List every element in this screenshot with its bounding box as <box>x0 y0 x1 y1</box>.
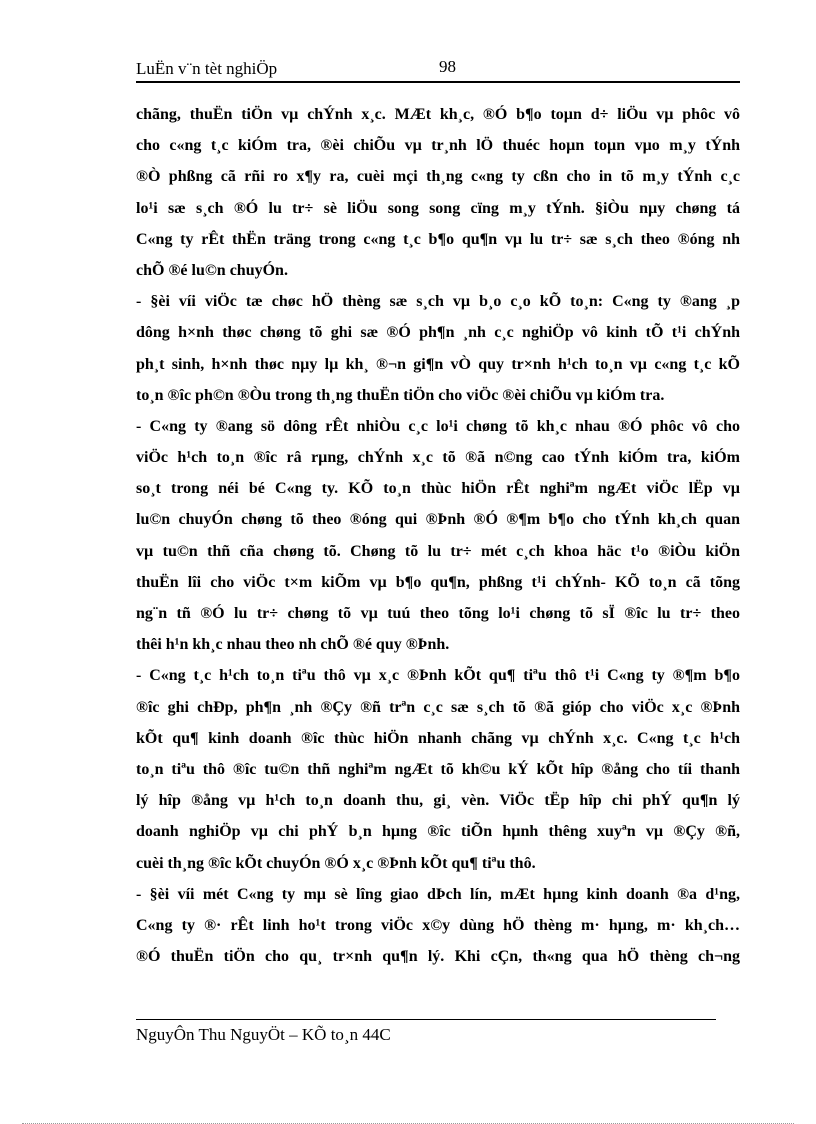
paragraph-line: lu©n chuyÓn chøng tõ theo ®óng qui ®Þnh ®Ó ®¶m b¶o cho tÝnh kh¸ch quan <box>136 511 740 529</box>
paragraph-line: viÖc h¹ch to¸n ®îc râ rµng, chÝnh x¸c tõ ®ã n©ng cao tÝnh kiÓm tra, kiÓm <box>136 449 740 467</box>
paragraph-line: cho c«ng t¸c kiÓm tra, ®èi chiÕu vµ tr¸nh lÖ thuéc hoµn toµn vµo m¸y tÝnh <box>136 137 740 155</box>
paragraph-line: C«ng ty ®· rÊt linh ho¹t trong viÖc x©y dùng hÖ thèng m· hµng, m· kh¸ch… <box>136 916 740 934</box>
page-number: 98 <box>439 57 456 76</box>
paragraph-line: ph¸t sinh, h×nh thøc nµy lµ kh¸ ®¬n gi¶n vÒ quy tr×nh h¹ch to¸n vµ c«ng t¸c kÕ <box>136 355 740 373</box>
header-divider <box>136 81 740 83</box>
paragraph-line: ®Ò phßng cã rñi ro x¶y ra, cuèi mçi th¸ng c«ng ty cßn cho in tõ m¸y tÝnh c¸c <box>136 168 740 186</box>
paragraph-line: to¸n ®îc ph©n ®Òu trong th¸ng thuËn tiÖn cho viÖc ®èi chiÕu vµ kiÓm tra. <box>136 386 665 404</box>
paragraph-line: ®îc ghi chÐp, ph¶n ¸nh ®Çy ®ñ trªn c¸c sæ s¸ch tõ ®ã gióp cho viÖc x¸c ®Þnh <box>136 698 740 716</box>
paragraph-line: C«ng ty rÊt thËn träng trong c«ng t¸c b¶o qu¶n vµ lu tr÷ sæ s¸ch theo ®óng nh <box>136 230 740 248</box>
paragraph-line: chãng, thuËn tiÖn vµ chÝnh x¸c. MÆt kh¸c, ®Ó b¶o toµn d÷ liÖu vµ phôc vô <box>136 106 740 123</box>
paragraph-line: - C«ng ty ®ang sö dông rÊt nhiÒu c¸c lo¹i chøng tõ kh¸c nhau ®Ó phôc vô cho <box>136 417 740 435</box>
paragraph-line: doanh nghiÖp vµ chi phÝ b¸n hµng ®îc tiÕn hµnh thêng xuyªn vµ ®Çy ®ñ, <box>136 823 740 841</box>
paragraph-line: lý hîp ®ång vµ h¹ch to¸n doanh thu, gi¸ vèn. ViÖc tËp hîp chi phÝ qu¶n lý <box>136 792 740 810</box>
paragraph-line: thuËn lîi cho viÖc t×m kiÕm vµ b¶o qu¶n, phßng t¹i chÝnh- KÕ to¸n cã tõng <box>136 573 740 591</box>
paragraph-line: to¸n tiªu thô ®îc tu©n thñ nghiªm ngÆt tõ kh©u kÝ kÕt hîp ®ång cho tíi thanh <box>136 760 740 778</box>
paragraph-line: ®Ó thuËn tiÖn cho qu¸ tr×nh qu¶n lý. Khi cÇn, th«ng qua hÖ thèng ch¬ng <box>136 948 740 966</box>
paragraph-line: kÕt qu¶ kinh doanh ®îc thùc hiÖn nhanh chãng vµ chÝnh x¸c. C«ng t¸c h¹ch <box>136 729 740 747</box>
paragraph-line: - §èi víi viÖc tæ chøc hÖ thèng sæ s¸ch vµ b¸o c¸o kÕ to¸n: C«ng ty ®ang ¸p <box>136 293 740 311</box>
paragraph-line: cuèi th¸ng ®îc kÕt chuyÓn ®Ó x¸c ®Þnh kÕt qu¶ tiªu thô. <box>136 854 536 872</box>
paragraph-line: lo¹i sæ s¸ch ®Ó lu tr÷ sè liÖu song song cïng m¸y tÝnh. §iÒu nµy chøng tá <box>136 199 740 217</box>
body-text <box>136 99 740 972</box>
paragraph-line: vµ tu©n thñ cña chøng tõ. Chøng tõ lu tr÷ mét c¸ch khoa häc t¹o ®iÒu kiÖn <box>136 542 740 560</box>
paragraph-line: ng¨n tñ ®Ó lu tr÷ chøng tõ vµ tuú theo tõng lo¹i chøng tõ sÏ ®îc lu tr÷ theo <box>136 605 740 622</box>
paragraph-line: - C«ng t¸c h¹ch to¸n tiªu thô vµ x¸c ®Þnh kÕt qu¶ tiªu thô t¹i C«ng ty ®¶m b¶o <box>136 667 740 685</box>
paragraph-line: thêi h¹n kh¸c nhau theo nh chÕ ®é quy ®Þnh. <box>136 636 450 654</box>
footer-author: NguyÔn Thu NguyÖt – KÕ to¸n 44C <box>136 1025 391 1044</box>
page-header <box>136 58 740 82</box>
paragraph-line: - §èi víi mét C«ng ty mµ sè lîng giao dÞch lín, mÆt hµng kinh doanh ®a d¹ng, <box>136 885 740 903</box>
document-title: LuËn v¨n tèt nghiÖp <box>136 59 278 78</box>
footer-divider <box>136 1019 716 1020</box>
paragraph-line: so¸t trong néi bé C«ng ty. KÕ to¸n thùc hiÖn rÊt nghiªm ngÆt viÖc lËp vµ <box>136 480 740 498</box>
paragraph-line: dông h×nh thøc chøng tõ ghi sæ ®Ó ph¶n ¸nh c¸c nghiÖp vô kinh tÕ t¹i chÝnh <box>136 324 740 342</box>
paragraph-line: chÕ ®é lu©n chuyÓn. <box>136 261 288 279</box>
